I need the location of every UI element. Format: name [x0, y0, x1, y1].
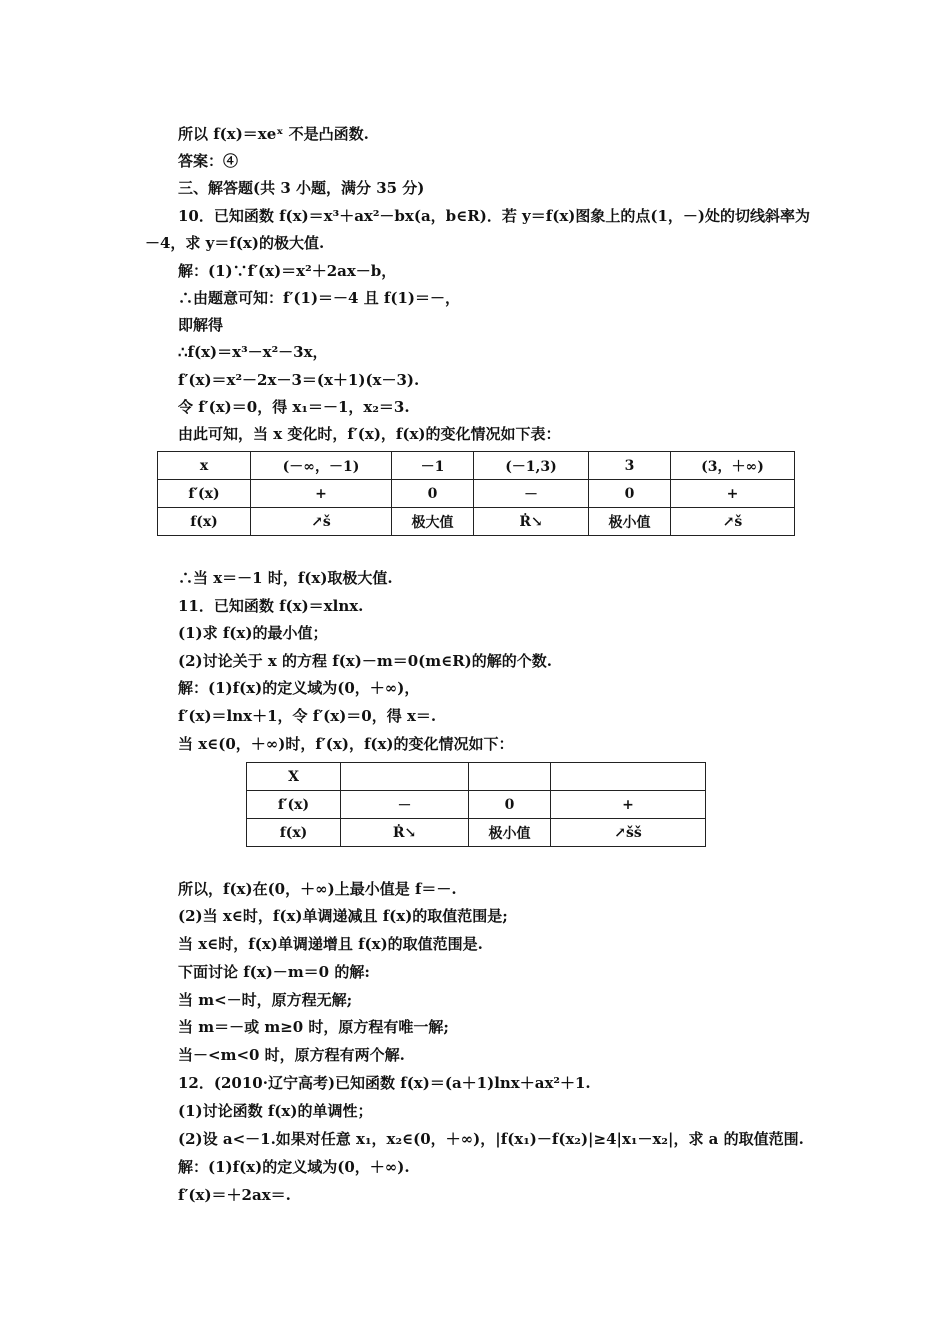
table-row [247, 763, 706, 791]
table-intro: 由此可知，当 x 变化时，f′(x)，f(x)的变化情况如下表： [178, 425, 561, 443]
solution-line: 解：(1)∵f′(x)＝x²＋2ax－b， [178, 262, 397, 280]
table-cell: Ṙ↘ [341, 819, 469, 847]
problem-11-part-2: (2)讨论关于 x 的方程 f(x)－m＝0(m∈R)的解的个数. [178, 652, 552, 670]
problem-10-stem: 10．已知函数 f(x)＝x³＋ax²－bx(a，b∈R)．若 y＝f(x)图象上的点(1，－)处的切线斜率为 [178, 207, 810, 225]
table-cell: f′(x) [158, 480, 251, 508]
solution-line: (2)当 x∈时，f(x)单调递减且 f(x)的取值范围是; [178, 907, 508, 925]
table-cell [341, 763, 469, 791]
problem-12-part-1: (1)讨论函数 f(x)的单调性； [178, 1102, 373, 1120]
table-cell: Ṙ↘ [474, 508, 589, 536]
table-cell: ↗š [671, 508, 795, 536]
table-cell: X [247, 763, 341, 791]
conclusion-line: ∴当 x＝－1 时，f(x)取极大值. [178, 569, 393, 587]
table-cell: －1 [392, 452, 474, 480]
solution-line: 即解得 [178, 316, 224, 334]
table-cell: (3，＋∞) [671, 452, 795, 480]
table-cell: 0 [469, 791, 551, 819]
table-cell: f(x) [247, 819, 341, 847]
problem-12-stem: 12．(2010·辽宁高考)已知函数 f(x)＝(a＋1)lnx＋ax²＋1. [178, 1074, 591, 1092]
table-cell: ↗šš [551, 819, 706, 847]
solution-line: 解：(1)f(x)的定义域为(0，＋∞). [178, 1158, 410, 1176]
solution-line: f′(x)＝lnx＋1，令 f′(x)＝0，得 x＝. [178, 707, 437, 725]
solution-line: 当－<m<0 时，原方程有两个解. [178, 1046, 405, 1064]
table-row [158, 480, 795, 508]
table-cell: f(x) [158, 508, 251, 536]
solution-line: 当 m＝－或 m≥0 时，原方程有唯一解; [178, 1018, 449, 1036]
table-cell: － [474, 480, 589, 508]
variation-table-2 [246, 762, 706, 847]
table-cell: ↗š [251, 508, 392, 536]
answer-line: 答案：④ [178, 152, 239, 170]
table-cell: (－1,3) [474, 452, 589, 480]
problem-10-stem-cont: －4，求 y＝f(x)的极大值. [145, 234, 325, 252]
table-cell: + [551, 791, 706, 819]
table-cell: 0 [392, 480, 474, 508]
solution-line: 当 x∈时，f(x)单调递增且 f(x)的取值范围是. [178, 935, 483, 953]
solution-line: f′(x)＝＋2ax＝. [178, 1186, 291, 1204]
table-intro: 当 x∈(0，＋∞)时，f′(x)，f(x)的变化情况如下： [178, 735, 514, 753]
solution-line: 所以，f(x)在(0，＋∞)上最小值是 f＝－. [178, 880, 457, 898]
table-row [158, 508, 795, 536]
solution-line: ∴f(x)＝x³－x²－3x， [178, 343, 328, 361]
variation-table-1 [157, 451, 795, 536]
table-cell: 0 [589, 480, 671, 508]
section-heading: 三、解答题(共 3 小题，满分 35 分) [178, 179, 425, 197]
solution-line: 当 m<－时，原方程无解; [178, 991, 353, 1009]
solution-line: 解：(1)f(x)的定义域为(0，＋∞)， [178, 679, 420, 697]
table-cell: + [251, 480, 392, 508]
problem-12-part-2: (2)设 a<－1.如果对任意 x₁，x₂∈(0，＋∞)，|f(x₁)－f(x₂)|≥4|x₁－x₂|，求 a 的取值范围. [178, 1130, 804, 1148]
table-cell [469, 763, 551, 791]
table-row [247, 791, 706, 819]
solution-line: ∴由题意可知：f′(1)＝－4 且 f(1)＝－， [178, 289, 461, 307]
table-cell [551, 763, 706, 791]
table-cell: + [671, 480, 795, 508]
table-cell: 3 [589, 452, 671, 480]
solution-line: 下面讨论 f(x)－m＝0 的解: [178, 963, 370, 981]
table-cell: x [158, 452, 251, 480]
solution-line: 令 f′(x)＝0，得 x₁＝－1，x₂＝3. [178, 398, 410, 416]
table-cell: 极小值 [469, 819, 551, 847]
table-row [247, 819, 706, 847]
table-cell: 极大值 [392, 508, 474, 536]
problem-11-stem: 11．已知函数 f(x)＝xlnx. [178, 597, 364, 615]
table-cell: 极小值 [589, 508, 671, 536]
text-line: 所以 f(x)＝xeˣ 不是凸函数. [178, 125, 369, 143]
table-cell: － [341, 791, 469, 819]
table-row [158, 452, 795, 480]
solution-line: f′(x)＝x²－2x－3＝(x＋1)(x－3). [178, 371, 420, 389]
problem-11-part-1: (1)求 f(x)的最小值； [178, 624, 328, 642]
table-cell: (－∞，－1) [251, 452, 392, 480]
table-cell: f′(x) [247, 791, 341, 819]
